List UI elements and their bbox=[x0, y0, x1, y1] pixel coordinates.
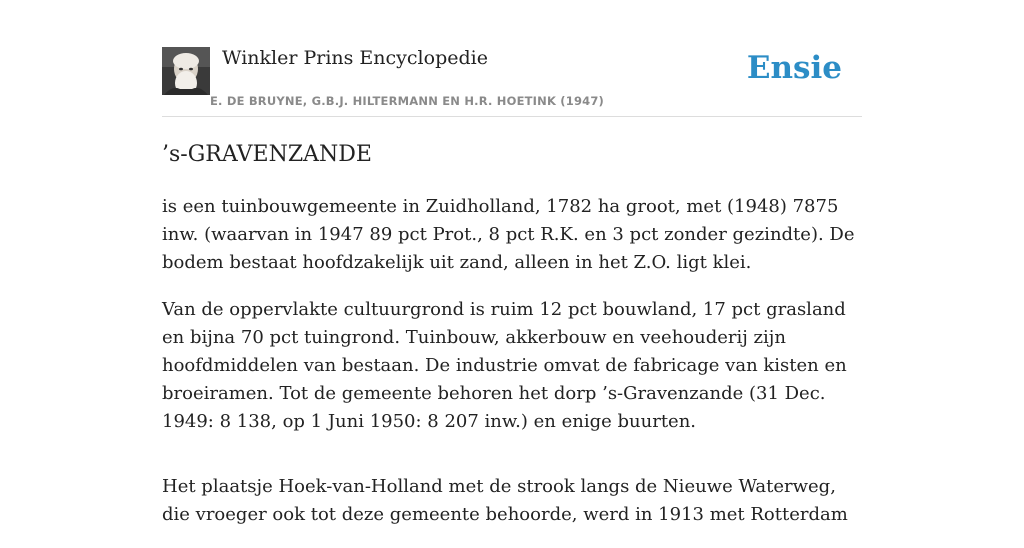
article-title: ’s-GRAVENZANDE bbox=[162, 142, 372, 167]
article-paragraph-2: Van de oppervlakte cultuurgrond is ruim 12 pct bouwland, 17 pct grasland en bijna 70 pct tuingrond. Tuinbouw, akkerbouw en veehouderij zijn hoofdmiddelen van bestaan. De industrie omvat de fabricage van kisten en broeiramen. Tot de gemeente behoren het dorp ’s-Gravenzande (31 Dec. 1949: 8 138, op 1 Juni 1950: 8 207 inw.) en enige buurten. bbox=[162, 299, 847, 432]
article-paragraph-1: is een tuinbouwgemeente in Zuidholland, 1782 ha groot, met (1948) 7875 inw. (waarvan in 1947 89 pct Prot., 8 pct R.K. en 3 pct zonder gezindte). De bodem bestaat hoofdzakelijk uit zand, alleen in het Z.O. ligt klei. bbox=[162, 196, 855, 273]
site-title-link[interactable]: Winkler Prins Encyclopedie bbox=[222, 47, 488, 69]
author-portrait-avatar bbox=[162, 47, 210, 95]
article-body bbox=[162, 140, 862, 548]
authors-byline: E. DE BRUYNE, G.B.J. HILTERMANN EN H.R. HOETINK (1947) bbox=[210, 94, 605, 108]
site-header bbox=[162, 44, 862, 117]
ensie-logo-link[interactable]: Ensie bbox=[746, 50, 842, 86]
portrait-image bbox=[162, 47, 210, 95]
article-paragraph-3: Het plaatsje Hoek-van-Holland met de strook langs de Nieuwe Waterweg, die vroeger ook tot deze gemeente behoorde, werd in 1913 met Rotterdam bbox=[162, 476, 848, 525]
